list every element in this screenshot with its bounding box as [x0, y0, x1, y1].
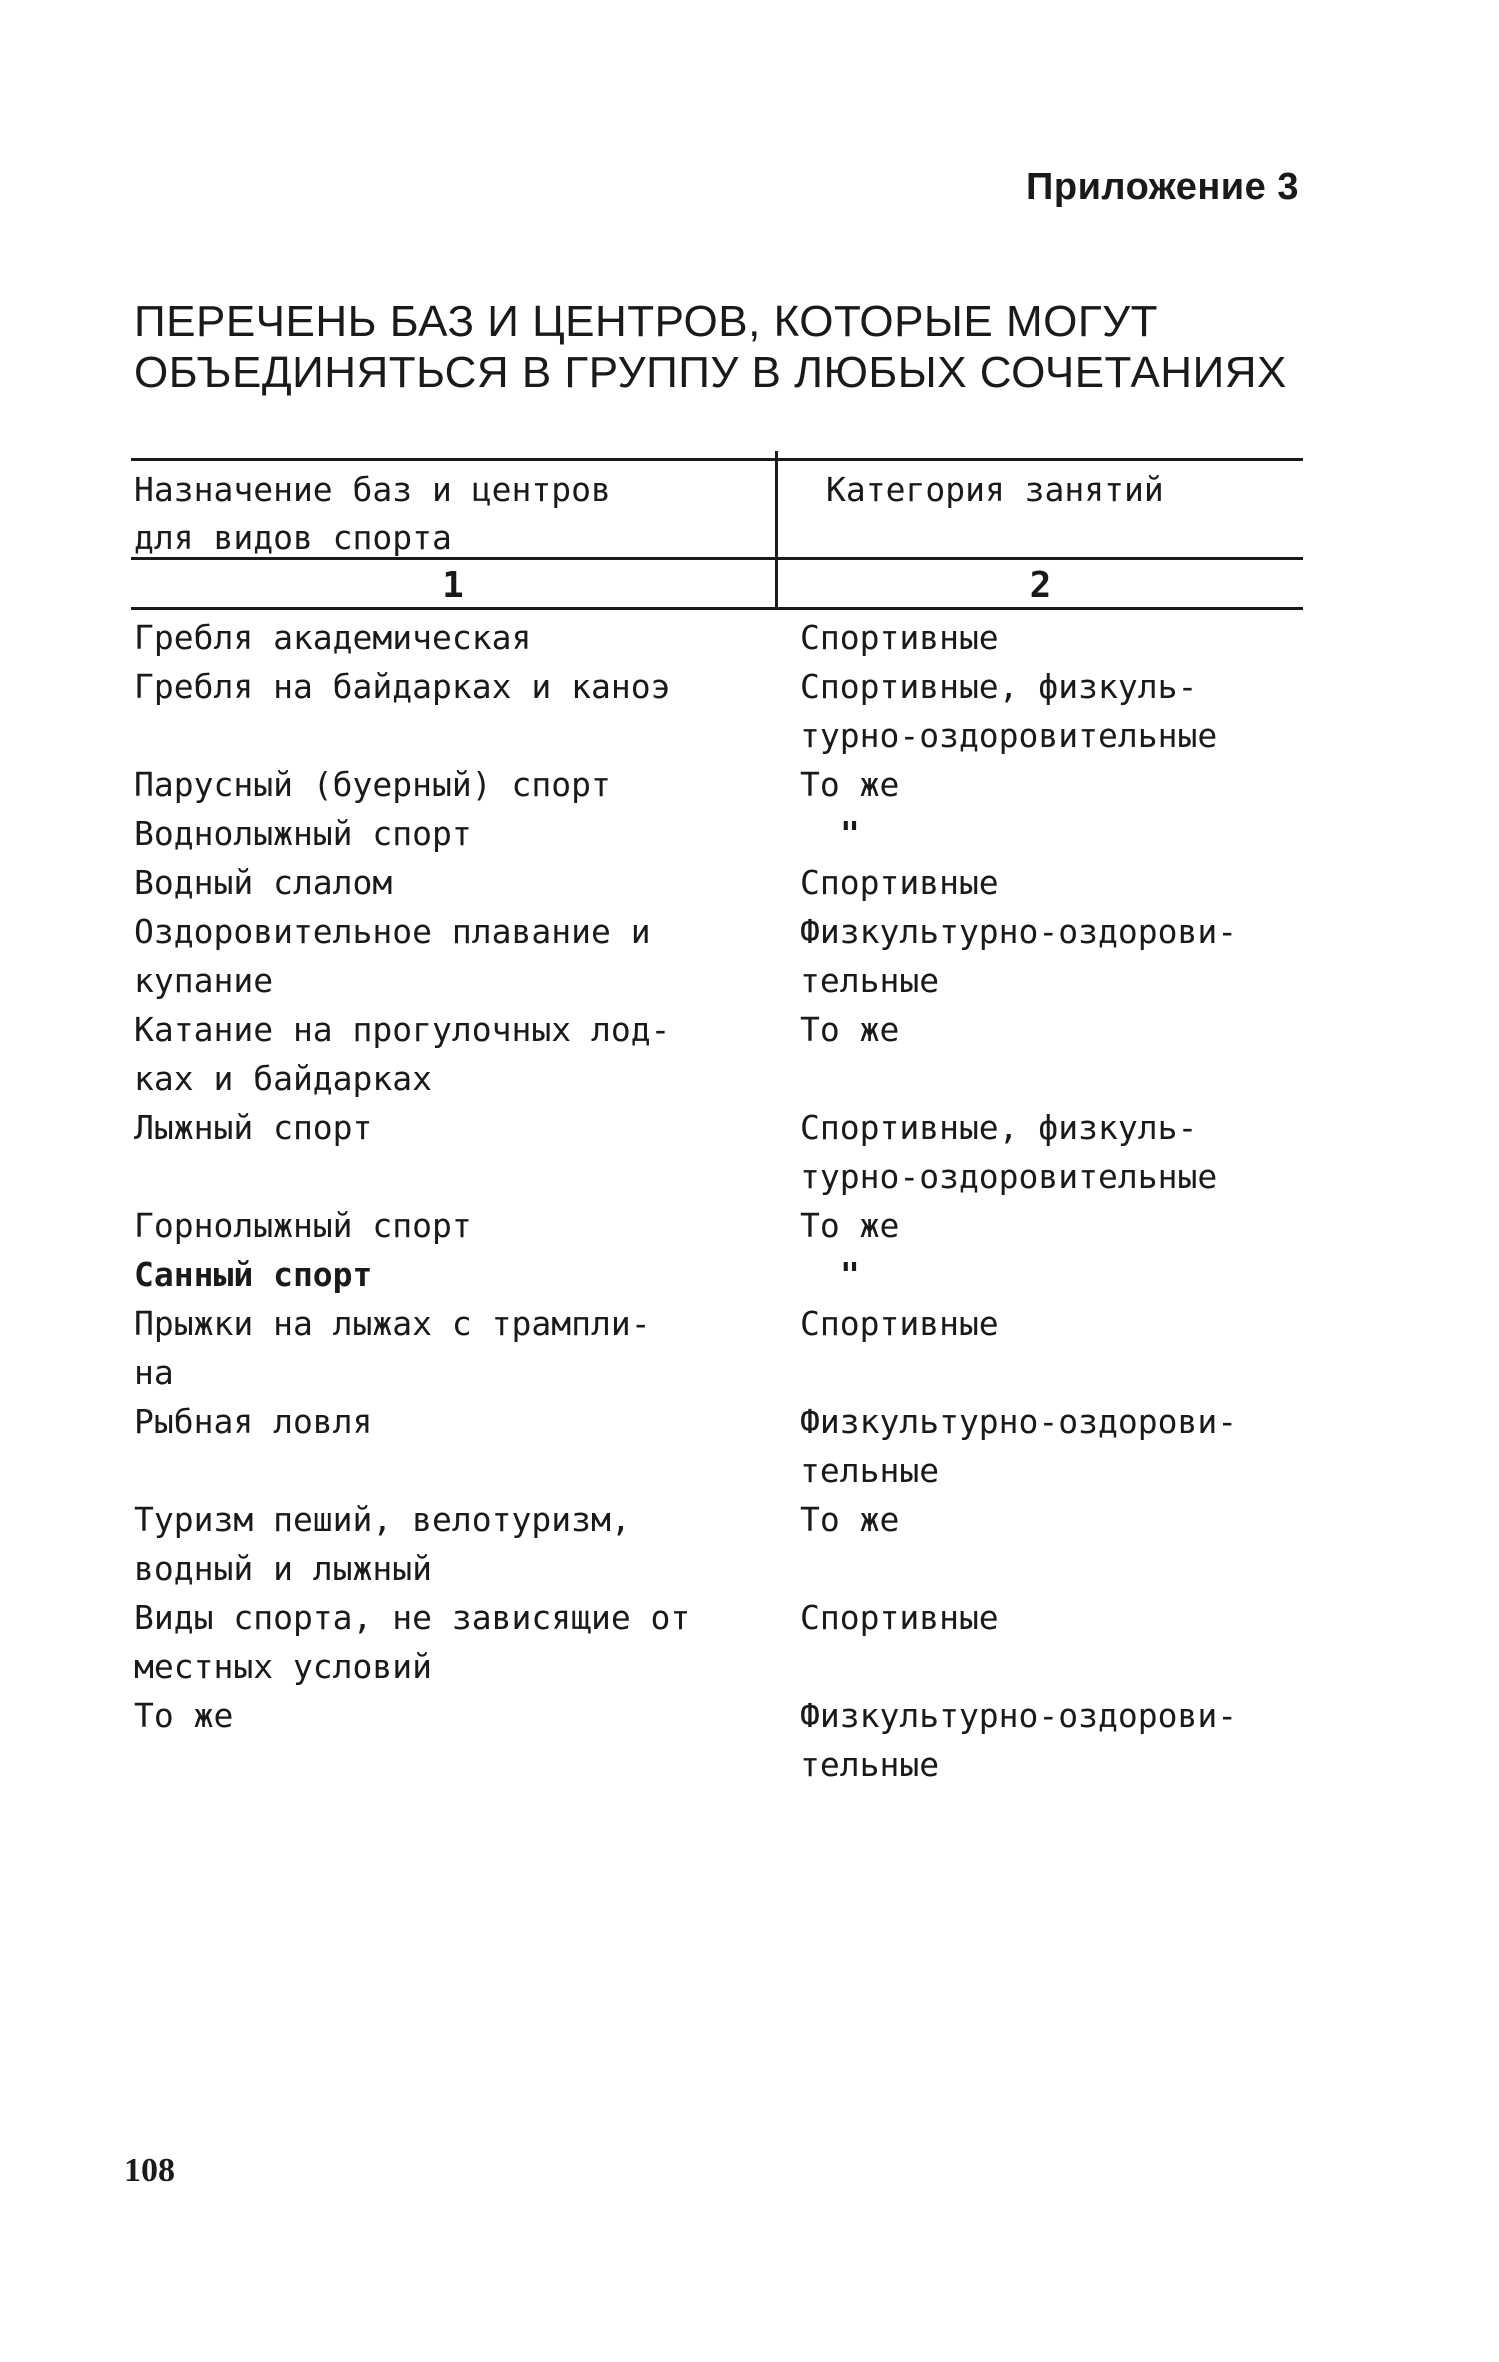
column-header-purpose [134, 466, 611, 562]
appendix-label: Приложение 3 [1026, 166, 1299, 208]
category-cell: Спортивные [800, 1598, 999, 1637]
purpose-cell: Гребля академическая [134, 618, 532, 657]
table-row [134, 1397, 1374, 1495]
table-row [134, 1495, 1374, 1593]
column-header-purpose-line-2: для видов спорта [134, 518, 452, 557]
purpose-cell: Виды спорта, не зависящие от местных условий [134, 1598, 691, 1686]
table-row [134, 1250, 1374, 1299]
category-cell: То же [800, 1010, 900, 1049]
column-header-category-line-1: Категория занятий [826, 470, 1164, 509]
purpose-cell: Парусный (буерный) спорт [134, 765, 611, 804]
purpose-cell: Прыжки на лыжах с трампли- на [134, 1304, 651, 1392]
table-row [134, 1201, 1374, 1250]
category-cell: То же [800, 1206, 900, 1245]
purpose-cell: Гребля на байдарках и каноэ [134, 667, 671, 706]
purpose-cell: Лыжный спорт [134, 1108, 373, 1147]
category-cell: То же [800, 1500, 900, 1539]
category-cell: То же [800, 765, 900, 804]
column-number-1: 1 [442, 565, 464, 606]
category-cell: Физкультурно-оздорови- тельные [800, 1696, 1238, 1784]
purpose-cell: Катание на прогулочных лод- ках и байдарках [134, 1010, 671, 1098]
column-number-2: 2 [1029, 565, 1052, 606]
purpose-cell: Рыбная ловля [134, 1402, 373, 1441]
table-row [134, 1593, 1374, 1691]
ditto-mark: " [840, 814, 860, 853]
table-row [134, 1299, 1374, 1397]
column-header-category [826, 466, 1164, 514]
table-row [134, 809, 1374, 858]
title-line-2: ОБЪЕДИНЯТЬСЯ В ГРУППУ В ЛЮБЫХ СОЧЕТАНИЯХ [134, 348, 1287, 397]
table-row [134, 613, 1374, 662]
category-cell: Физкультурно-оздорови- тельные [800, 912, 1238, 1000]
purpose-cell: Воднолыжный спорт [134, 814, 472, 853]
table-row [134, 907, 1374, 1005]
category-cell: Физкультурно-оздорови- тельные [800, 1402, 1238, 1490]
header-top-rule [131, 458, 1303, 461]
purpose-cell: Санный спорт [134, 1255, 373, 1294]
purpose-cell: Горнолыжный спорт [134, 1206, 472, 1245]
table-body [134, 613, 1374, 1789]
purpose-cell: То же [134, 1696, 234, 1735]
category-cell: Спортивные [800, 1304, 999, 1343]
category-cell: Спортивные, физкуль- турно-оздоровительные [800, 667, 1218, 755]
purpose-cell: Туризм пеший, велотуризм, водный и лыжный [134, 1500, 631, 1588]
table-row [134, 1103, 1374, 1201]
table-row [134, 760, 1374, 809]
table-row [134, 1005, 1374, 1103]
table-row [134, 662, 1374, 760]
category-cell: Спортивные [800, 863, 999, 902]
ditto-mark: " [840, 1255, 860, 1294]
page-number: 108 [124, 2152, 175, 2189]
table-row [134, 858, 1374, 907]
purpose-cell: Оздоровительное плавание и купание [134, 912, 651, 1000]
category-cell: Спортивные [800, 618, 999, 657]
purpose-cell: Водный слалом [134, 863, 393, 902]
column-header-purpose-line-1: Назначение баз и центров [134, 470, 611, 509]
page-title [134, 296, 1384, 398]
category-cell: Спортивные, физкуль- турно-оздоровительные [800, 1108, 1218, 1196]
table-row [134, 1691, 1374, 1789]
title-line-1: ПЕРЕЧЕНЬ БАЗ И ЦЕНТРОВ, КОТОРЫЕ МОГУТ [134, 297, 1158, 346]
